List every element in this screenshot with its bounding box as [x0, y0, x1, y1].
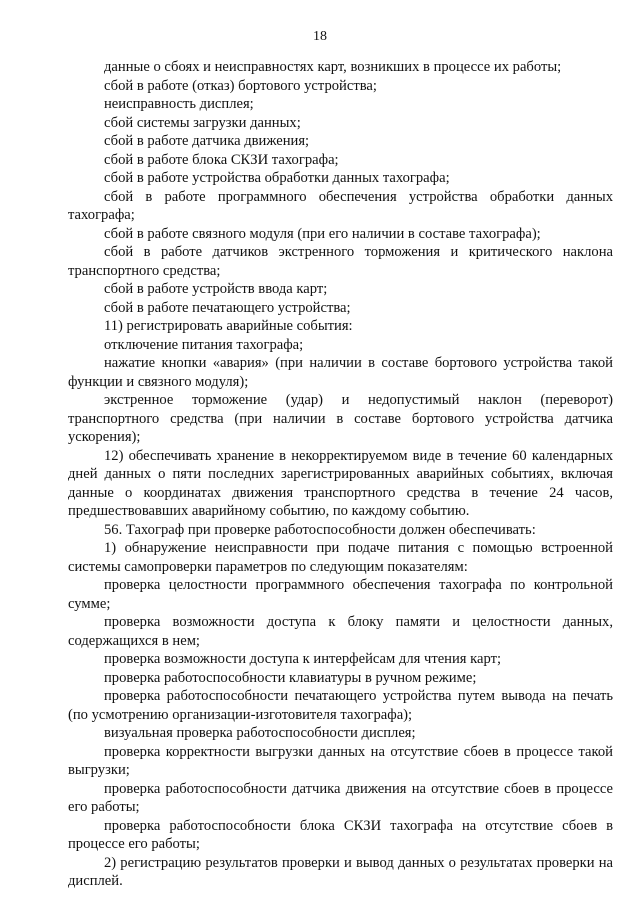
paragraph: проверка работоспособности блока СКЗИ тахографа на отсутствие сбоев в процессе его работы;: [68, 817, 613, 852]
paragraph: сбой в работе программного обеспечения устройства обработки данных тахографа;: [68, 188, 613, 223]
paragraph: визуальная проверка работоспособности дисплея;: [104, 725, 416, 741]
paragraph: 11) регистрировать аварийные события:: [104, 318, 353, 334]
paragraph: сбой в работе связного модуля (при его наличии в составе тахографа);: [104, 225, 541, 242]
paragraph: сбой в работе устройства обработки данных тахографа;: [104, 170, 450, 186]
paragraph: сбой в работе печатающего устройства;: [104, 299, 351, 316]
paragraph: сбой в работе блока СКЗИ тахографа;: [104, 151, 339, 168]
paragraph: проверка работоспособности печатающего устройства путем вывода на печать (по усмотрению организации-изготовителя тахографа);: [68, 688, 613, 723]
paragraph: проверка работоспособности датчика движения на отсутствие сбоев в процессе его работы;: [68, 780, 613, 815]
paragraph: 12) обеспечивать хранение в некорректируемом виде в течение 60 календарных дней данных о пяти последних зарегистрированных аварийных событиях, включая данные о координатах движения транспортного средства в течение 24 часов, предшествовавших аварийному событию, по каждому событию.: [68, 447, 613, 519]
paragraph: сбой в работе датчиков экстренного торможения и критического наклона транспортного средства;: [68, 244, 613, 279]
document-body: [68, 58, 613, 891]
paragraph: отключение питания тахографа;: [104, 336, 304, 353]
paragraph: проверка работоспособности клавиатуры в ручном режиме;: [104, 669, 477, 686]
paragraph: данные о сбоях и неисправностях карт, возникших в процессе их работы;: [104, 59, 562, 75]
paragraph: 2) регистрацию результатов проверки и вывод данных о результатах проверки на дисплей.: [68, 854, 613, 889]
paragraph: неисправность дисплея;: [104, 96, 254, 112]
paragraph: проверка возможности доступа к интерфейсам для чтения карт;: [104, 651, 502, 667]
paragraph: 56. Тахограф при проверке работоспособности должен обеспечивать:: [104, 521, 536, 538]
paragraph: нажатие кнопки «авария» (при наличии в составе бортового устройства такой функции и связного модуля);: [68, 355, 613, 390]
paragraph: сбой системы загрузки данных;: [104, 114, 301, 131]
page-number: 18: [313, 29, 327, 44]
paragraph: сбой в работе устройств ввода карт;: [104, 281, 328, 297]
paragraph: экстренное торможение (удар) и недопустимый наклон (переворот) транспортного средства (при наличии в составе бортового устройства датчика ускорения);: [68, 392, 613, 445]
paragraph: 1) обнаружение неисправности при подаче питания с помощью встроенной системы самопроверки параметров по следующим показателям:: [68, 540, 613, 575]
paragraph: проверка возможности доступа к блоку памяти и целостности данных, содержащихся в нем;: [68, 614, 613, 649]
paragraph: сбой в работе (отказ) бортового устройства;: [104, 77, 377, 94]
paragraph: проверка целостности программного обеспечения тахографа по контрольной сумме;: [68, 577, 613, 612]
paragraph: сбой в работе датчика движения;: [104, 133, 310, 149]
paragraph: проверка корректности выгрузки данных на отсутствие сбоев в процессе такой выгрузки;: [68, 743, 613, 778]
